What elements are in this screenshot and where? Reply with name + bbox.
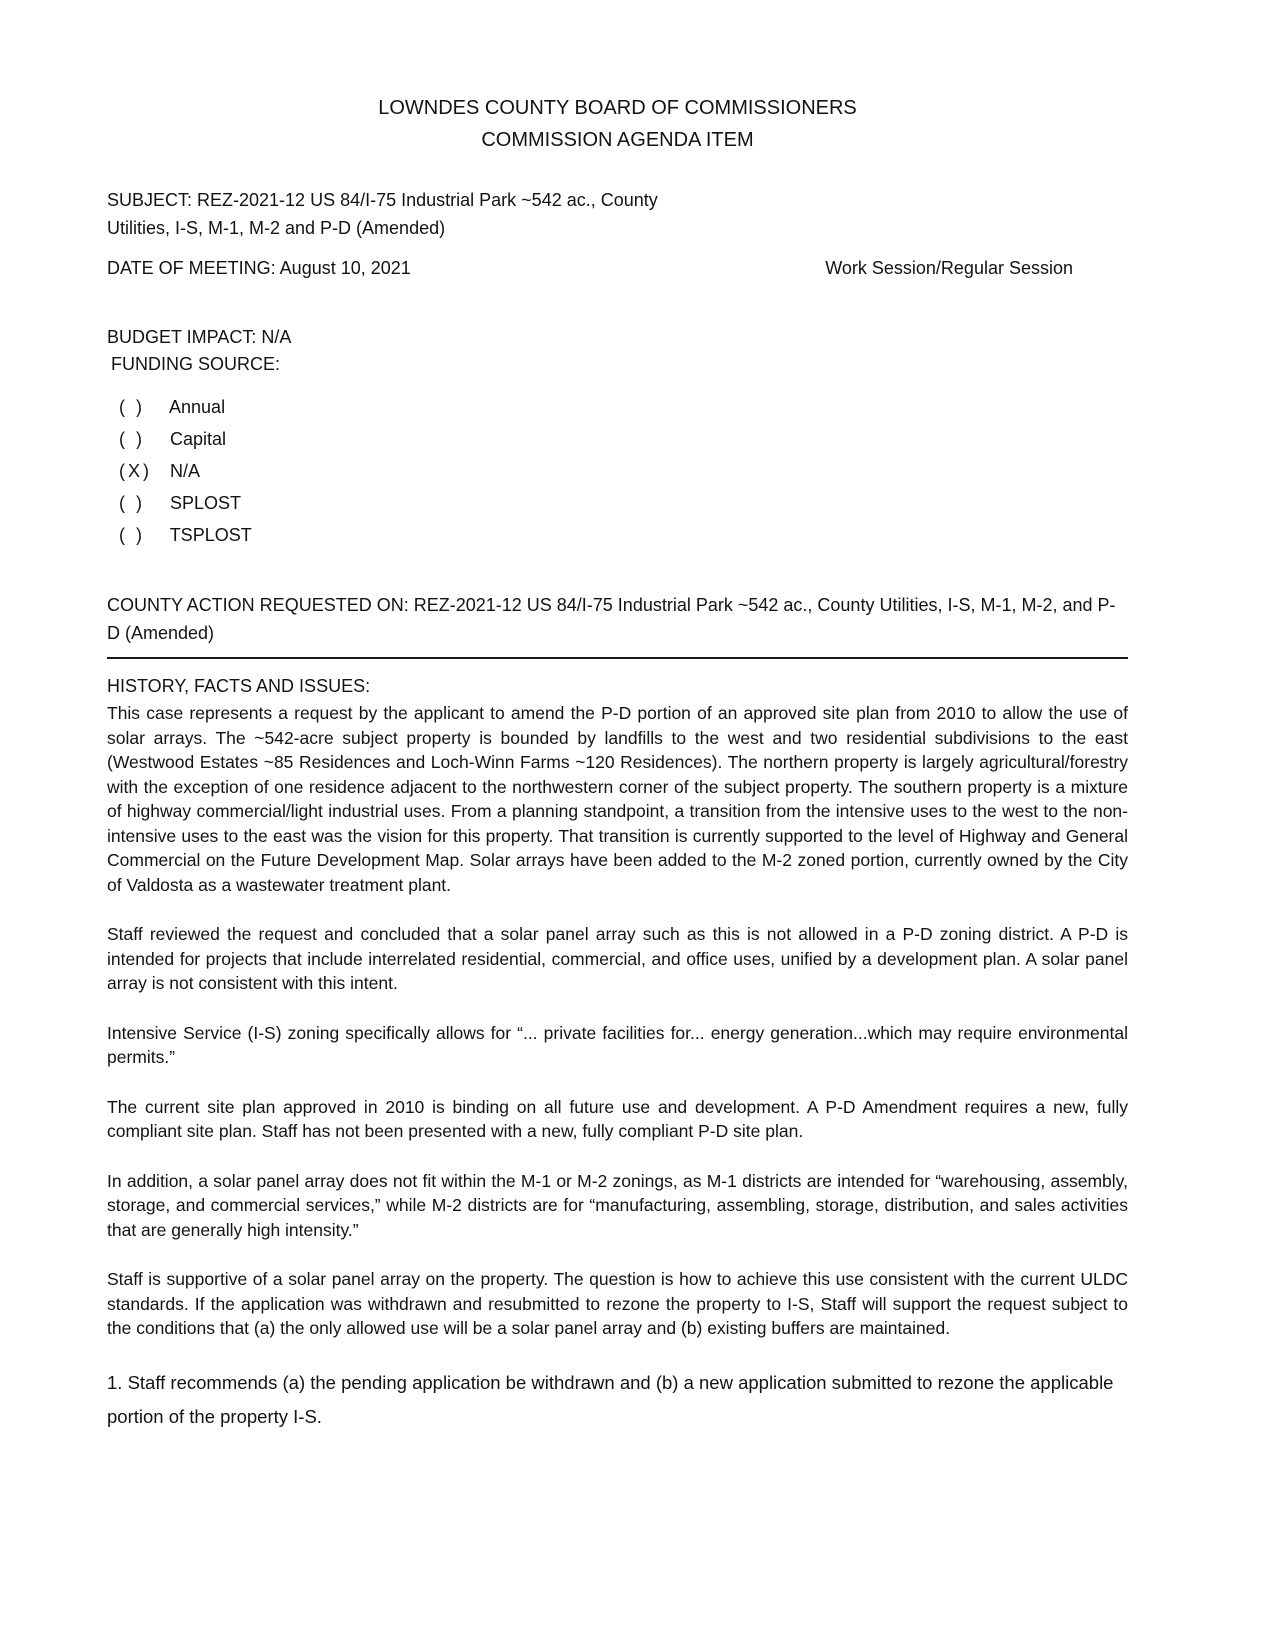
- history-paragraph-1: This case represents a request by the applicant to amend the P-D portion of an approved site plan from 2010 to allow the use of solar arrays. The ~542-acre subject property is bounded by landfills to the west and two residential subdivisions to the east (Westwood Estates ~85 Residences and Loch-Winn Farms ~120 Residences). The northern property is largely agricultural/forestry with the exception of one residence adjacent to the northwestern corner of the subject property. The southern property is a mixture of highway commercial/light industrial uses. From a planning standpoint, a transition from the intensive uses to the west to the non-intensive uses to the east was the vision for this property. That transition is currently supported to the level of Highway and General Commercial on the Future Development Map. Solar arrays have been added to the M-2 zoned portion, currently owned by the City of Valdosta as a wastewater treatment plant.: [107, 703, 1128, 895]
- funding-option-label: SPLOST: [170, 493, 242, 513]
- history-paragraph-4: The current site plan approved in 2010 is binding on all future use and development. A P-D Amendment requires a new, fully compliant site plan. Staff has not been presented with a new, fully compliant P-D site plan.: [107, 1096, 1128, 1141]
- funding-option-na: [107, 455, 1128, 487]
- funding-source-label: FUNDING SOURCE:: [111, 354, 281, 374]
- funding-option-label: Annual: [169, 397, 226, 417]
- document-title-line1: LOWNDES COUNTY BOARD OF COMMISSIONERS: [378, 97, 857, 119]
- checkbox-mark: ( ): [119, 397, 145, 417]
- checkbox-mark: ( ): [119, 493, 145, 513]
- history-heading: HISTORY, FACTS AND ISSUES:: [107, 676, 371, 696]
- session-type: Work Session/Regular Session: [825, 258, 1073, 278]
- date-of-meeting: DATE OF MEETING: August 10, 2021: [107, 258, 411, 278]
- history-paragraph-6: Staff is supportive of a solar panel array on the property. The question is how to achieve this use consistent with the current ULDC standards. If the application was withdrawn and resubmitted to rezone the property to I-S, Staff will support the request subject to the conditions that (a) the only allowed use will be a solar panel array and (b) existing buffers are maintained.: [107, 1269, 1128, 1338]
- history-paragraph-3: Intensive Service (I-S) zoning specifically allows for “... private facilities for... energy generation...which may require environmental permits.”: [107, 1022, 1128, 1067]
- subject-line2: Utilities, I-S, M-1, M-2 and P-D (Amended): [107, 218, 446, 238]
- checkbox-mark: ( ): [119, 525, 145, 545]
- funding-option-label: N/A: [170, 461, 201, 481]
- funding-options-list: [107, 391, 1128, 551]
- meeting-row: [107, 258, 1128, 279]
- funding-option-annual: [107, 391, 1128, 423]
- county-action-requested: COUNTY ACTION REQUESTED ON: REZ-2021-12 US 84/I-75 Industrial Park ~542 ac., County Utilities, I-S, M-1, M-2, and P-D (Amended): [107, 591, 1128, 659]
- funding-option-capital: [107, 423, 1128, 455]
- recommendation-paragraph: 1. Staff recommends (a) the pending application be withdrawn and (b) a new application submitted to rezone the applicable portion of the property I-S.: [107, 1371, 1114, 1427]
- funding-option-tsplost: [107, 519, 1128, 551]
- document-title: [107, 92, 1128, 156]
- history-paragraph-5: In addition, a solar panel array does not fit within the M-1 or M-2 zonings, as M-1 districts are intended for “warehousing, assembly, storage, and commercial services,” while M-2 districts are for “manufacturing, assembling, storage, distribution, and sales activities that are generally high intensity.”: [107, 1170, 1128, 1240]
- funding-option-label: TSPLOST: [169, 525, 252, 545]
- checkbox-mark-checked: (X): [119, 461, 152, 481]
- subject-line1: SUBJECT: REZ-2021-12 US 84/I-75 Industrial Park ~542 ac., County: [107, 190, 658, 210]
- budget-impact: BUDGET IMPACT: N/A: [107, 327, 292, 347]
- subject: [107, 186, 1128, 242]
- funding-option-label: Capital: [170, 429, 227, 449]
- funding-option-splost: [107, 487, 1128, 519]
- checkbox-mark: ( ): [119, 429, 145, 449]
- history-paragraph-2: Staff reviewed the request and concluded that a solar panel array such as this is not allowed in a P-D zoning district. A P-D is intended for projects that include interrelated residential, commercial, and office uses, unified by a development plan. A solar panel array is not consistent with this intent.: [107, 924, 1128, 993]
- document-title-line2: COMMISSION AGENDA ITEM: [481, 129, 754, 151]
